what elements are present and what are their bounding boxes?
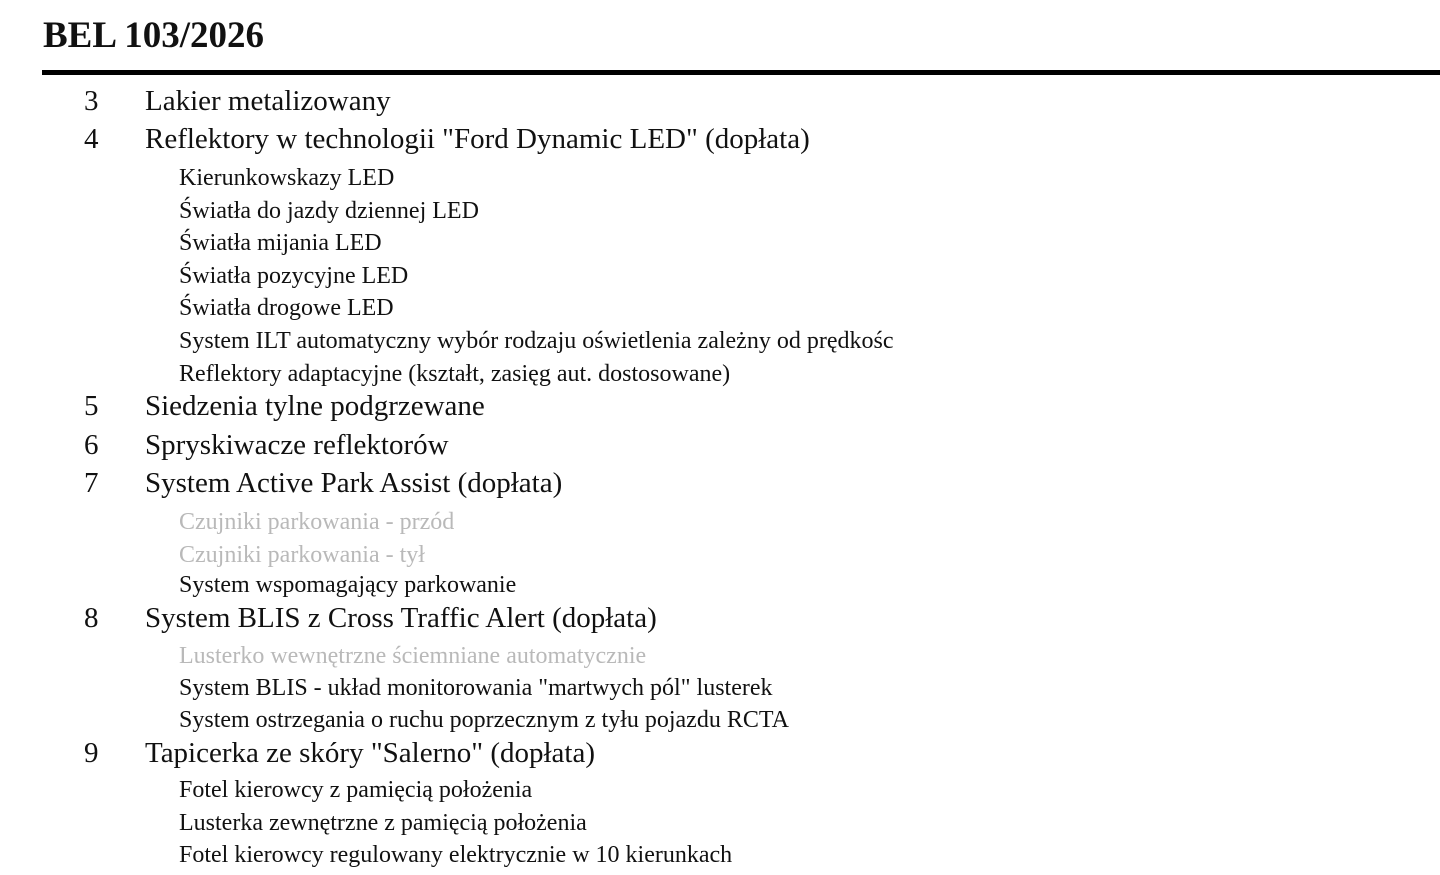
title-divider [42, 70, 1440, 75]
sub-item: Kierunkowskazy LED [179, 165, 395, 191]
item-number: 5 [84, 390, 99, 422]
sub-item: System wspomagający parkowanie [179, 572, 517, 598]
item-title: Reflektory w technologii "Ford Dynamic LED" (dopłata) [145, 123, 810, 155]
sub-item: System ILT automatyczny wybór rodzaju oświetlenia zależny od prędkośc [179, 328, 894, 354]
sub-item: System ostrzegania o ruchu poprzecznym z tyłu pojazdu RCTA [179, 707, 789, 733]
item-title: Spryskiwacze reflektorów [145, 429, 449, 461]
item-title: Lakier metalizowany [145, 85, 391, 117]
sub-item-faded: Czujniki parkowania - tył [179, 542, 425, 568]
sub-item: Światła drogowe LED [179, 295, 394, 321]
sub-item: Lusterka zewnętrzne z pamięcią położenia [179, 810, 587, 836]
item-number: 6 [84, 429, 99, 461]
item-title: Tapicerka ze skóry "Salerno" (dopłata) [145, 737, 596, 769]
item-title: System Active Park Assist (dopłata) [145, 467, 563, 499]
item-number: 3 [84, 85, 99, 117]
sub-item: Fotel kierowcy z pamięcią położenia [179, 777, 533, 803]
item-title: Siedzenia tylne podgrzewane [145, 390, 485, 422]
item-number: 4 [84, 123, 99, 155]
sub-item-faded: Czujniki parkowania - przód [179, 509, 455, 535]
item-number: 8 [84, 602, 99, 634]
sub-item-faded: Lusterko wewnętrzne ściemniane automatycznie [179, 643, 647, 669]
sub-item: Fotel kierowcy regulowany elektrycznie w 10 kierunkach [179, 842, 733, 868]
item-number: 7 [84, 467, 99, 499]
sub-item: Światła do jazdy dziennej LED [179, 198, 479, 224]
item-number: 9 [84, 737, 99, 769]
sub-item: Światła pozycyjne LED [179, 263, 409, 289]
document-title: BEL 103/2026 [43, 15, 265, 56]
sub-item: Reflektory adaptacyjne (kształt, zasięg aut. dostosowane) [179, 361, 731, 387]
sub-item: Światła mijania LED [179, 230, 382, 256]
item-title: System BLIS z Cross Traffic Alert (dopłata) [145, 602, 657, 634]
sub-item: System BLIS - układ monitorowania "martwych pól" lusterek [179, 675, 773, 701]
